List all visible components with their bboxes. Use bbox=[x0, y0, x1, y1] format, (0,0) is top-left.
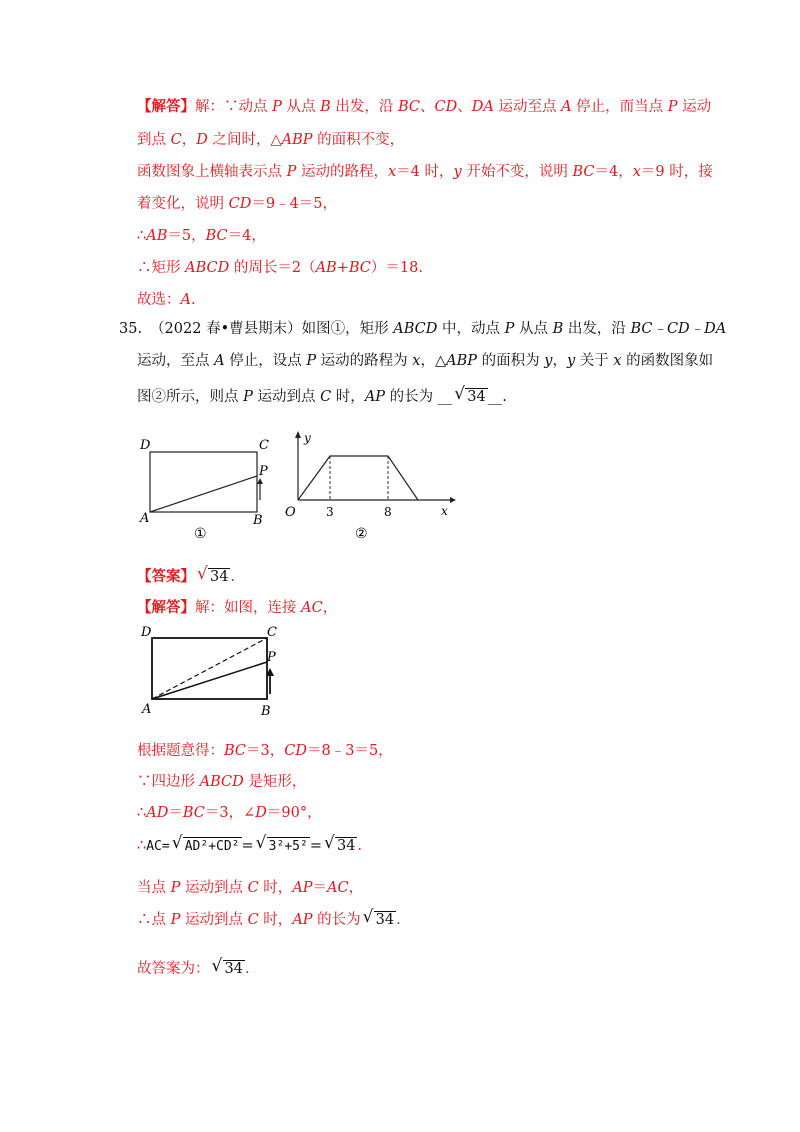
var: y bbox=[453, 164, 462, 180]
answer-blank: __ bbox=[437, 389, 453, 405]
text: 的面积为 bbox=[477, 353, 545, 369]
text: 、 bbox=[457, 99, 472, 115]
var: P bbox=[170, 912, 181, 928]
var: CD bbox=[434, 99, 458, 115]
question-number: 35. bbox=[119, 321, 143, 337]
y-axis-arrow-icon bbox=[295, 431, 301, 438]
var: BC﹣CD﹣DA bbox=[630, 321, 727, 337]
var: AC bbox=[327, 880, 349, 896]
sqrt-value: 34 bbox=[375, 912, 395, 928]
text: 出发，沿 bbox=[330, 99, 398, 115]
var: CD bbox=[284, 743, 307, 759]
solution-line-7 bbox=[137, 907, 401, 930]
text: ）＝18. bbox=[370, 260, 423, 276]
text: = bbox=[309, 838, 322, 854]
prev-solution-line-2 bbox=[137, 130, 404, 150]
label-b: B bbox=[261, 704, 271, 719]
text: ， bbox=[552, 353, 567, 369]
question-35-line-1 bbox=[119, 319, 726, 339]
text: 是矩形， bbox=[243, 774, 307, 790]
text: 出发，沿 bbox=[563, 321, 631, 337]
var: C bbox=[247, 912, 259, 928]
text: 的长为 bbox=[385, 389, 438, 405]
var: BC bbox=[397, 99, 420, 115]
figure-1-caption: ① bbox=[194, 526, 207, 542]
text: 中，动点 bbox=[437, 321, 505, 337]
text: . bbox=[357, 838, 363, 854]
figure-1-rectangle bbox=[138, 432, 278, 544]
solution-line-6 bbox=[137, 878, 363, 898]
text: 开始不变，说明 bbox=[461, 164, 573, 180]
text: ， bbox=[181, 132, 197, 148]
text: . bbox=[396, 912, 401, 928]
text: . bbox=[190, 292, 196, 308]
answer-line bbox=[137, 564, 236, 587]
tick-label-8: 8 bbox=[384, 505, 392, 519]
var: P bbox=[286, 164, 297, 180]
var: P bbox=[504, 321, 515, 337]
text: 时， bbox=[258, 880, 293, 896]
sqrt-value: AD²+CD² bbox=[184, 839, 240, 854]
text: ＝9﹣4＝5， bbox=[251, 196, 338, 212]
answer-label: 【答案】 bbox=[137, 568, 195, 585]
var: AB bbox=[146, 228, 168, 244]
text: ， bbox=[348, 880, 364, 896]
answer-blank: __ bbox=[487, 389, 503, 405]
var: BC bbox=[182, 805, 205, 821]
text: 从点 bbox=[281, 99, 321, 115]
var: A bbox=[214, 353, 225, 369]
var: D bbox=[255, 805, 267, 821]
text: 时， bbox=[331, 389, 365, 405]
label-b: B bbox=[253, 513, 263, 528]
label-p: P bbox=[267, 650, 276, 665]
var: x bbox=[387, 164, 397, 180]
solution-line-2 bbox=[137, 741, 393, 761]
text: 停止，而当点 bbox=[571, 99, 668, 115]
question-35-line-2 bbox=[137, 351, 713, 371]
prev-solution-line-4 bbox=[137, 194, 337, 214]
text: 运动 bbox=[677, 99, 712, 115]
var: x bbox=[613, 353, 622, 369]
text: ＝90°， bbox=[266, 805, 322, 821]
var: ABCD bbox=[393, 321, 438, 337]
var: AP bbox=[292, 880, 313, 896]
x-axis-arrow-icon bbox=[450, 497, 456, 503]
sqrt-value: 34 bbox=[224, 961, 243, 977]
text: ＝4， bbox=[227, 228, 266, 244]
sqrt-expr: √ 3²+5² bbox=[255, 833, 308, 854]
text: ∴点 bbox=[137, 912, 171, 928]
text: 、 bbox=[420, 99, 435, 115]
segment-ap bbox=[150, 476, 257, 512]
var: P bbox=[306, 353, 317, 369]
var: BC bbox=[224, 743, 247, 759]
var: P bbox=[243, 389, 253, 405]
prev-solution-line-3 bbox=[137, 162, 713, 182]
text: 运动到点 bbox=[180, 912, 248, 928]
var: y bbox=[544, 353, 553, 369]
text: 着变化，说明 bbox=[137, 196, 229, 212]
sqrt-expr: √ AD²+CD² bbox=[171, 833, 240, 854]
origin-label: O bbox=[285, 505, 296, 520]
tick-label-3: 3 bbox=[326, 505, 334, 519]
solution-line-8 bbox=[137, 956, 250, 979]
text: ＝ bbox=[168, 805, 183, 821]
var: y bbox=[566, 353, 576, 369]
var: C bbox=[320, 389, 332, 405]
var: ABCD bbox=[199, 774, 244, 790]
text: 当点 bbox=[137, 880, 171, 896]
text: （2022 春•曹县期末）如图①，矩形 bbox=[150, 321, 394, 337]
text: ，△ bbox=[420, 353, 447, 369]
var: A bbox=[561, 99, 572, 115]
text: 故选： bbox=[137, 292, 181, 308]
text: ∴矩形 bbox=[137, 260, 186, 276]
text: 时， bbox=[258, 912, 293, 928]
var: BC bbox=[572, 164, 595, 180]
x-axis-label: x bbox=[441, 504, 448, 518]
sqrt-value: 34 bbox=[336, 838, 356, 854]
text: 之间时，△ bbox=[207, 132, 282, 148]
text: 的面积不变， bbox=[312, 132, 405, 148]
var: DA bbox=[471, 99, 494, 115]
prev-solution-line-6 bbox=[137, 258, 423, 278]
text: 运动到点 bbox=[252, 389, 321, 405]
text: 运动的路程为 bbox=[316, 353, 413, 369]
var: AC bbox=[301, 600, 323, 616]
prev-solution-line-1 bbox=[137, 97, 711, 117]
sqrt-value: 34 bbox=[467, 389, 486, 405]
solution-label: 【解答】 bbox=[137, 98, 195, 115]
text: ＝9 时，接 bbox=[640, 164, 713, 180]
sqrt-answer: √ 34 bbox=[211, 956, 243, 977]
text: ＝4 时， bbox=[396, 164, 454, 180]
var: C bbox=[247, 880, 259, 896]
text: 运动到点 bbox=[180, 880, 248, 896]
text: ＝ bbox=[312, 880, 328, 896]
label-c: C bbox=[259, 438, 269, 453]
text: ， bbox=[322, 600, 338, 616]
var: A bbox=[180, 292, 191, 308]
sqrt-expr: √ 34 bbox=[323, 833, 356, 854]
var: AP bbox=[364, 389, 386, 405]
text: . bbox=[230, 569, 236, 585]
text: 的长为 bbox=[312, 912, 361, 928]
text: 函数图象上横轴表示点 bbox=[137, 164, 287, 180]
text: . bbox=[502, 389, 507, 405]
sqrt-value: 3²+5² bbox=[268, 839, 308, 854]
text: 解：如图，连接 bbox=[195, 600, 302, 616]
var: AP bbox=[292, 912, 313, 928]
var: x bbox=[632, 164, 641, 180]
label-p: P bbox=[259, 464, 268, 479]
text: ＝4， bbox=[594, 164, 633, 180]
text: ∴ bbox=[137, 805, 147, 821]
prev-solution-line-5 bbox=[137, 226, 266, 246]
text: ＝8﹣3＝5， bbox=[307, 743, 393, 759]
y-axis-label: y bbox=[304, 431, 311, 445]
text: 解：∵动点 bbox=[195, 99, 273, 115]
text: 停止，设点 bbox=[224, 353, 307, 369]
sqrt-answer: √ 34 bbox=[197, 564, 229, 585]
sqrt-value: 34 bbox=[210, 569, 229, 585]
label-d: D bbox=[141, 625, 152, 640]
text: ∴ bbox=[137, 838, 147, 854]
dashed-segment-ac bbox=[152, 638, 267, 699]
var: B bbox=[552, 321, 564, 337]
text: 运动，至点 bbox=[137, 353, 215, 369]
text: 运动至点 bbox=[493, 99, 562, 115]
var: AB+BC bbox=[315, 260, 371, 276]
var: C bbox=[170, 132, 182, 148]
sqrt-answer: √ 34 bbox=[454, 384, 486, 405]
label-a: A bbox=[142, 702, 152, 717]
figure-2-graph bbox=[278, 426, 458, 546]
text: ∴ bbox=[137, 228, 147, 244]
var: ABCD bbox=[185, 260, 230, 276]
sqrt-answer: √ 34 bbox=[362, 907, 395, 928]
function-curve bbox=[298, 456, 418, 500]
text: 到点 bbox=[137, 132, 171, 148]
text: ＝3，∠ bbox=[204, 805, 256, 821]
var: P bbox=[272, 99, 282, 115]
text: 关于 bbox=[575, 353, 614, 369]
text: 从点 bbox=[514, 321, 553, 337]
text: 故答案为： bbox=[137, 961, 210, 977]
text: 运动的路程， bbox=[296, 164, 388, 180]
label-c: C bbox=[267, 625, 277, 640]
var: ABP bbox=[281, 132, 313, 148]
var: AD bbox=[146, 805, 169, 821]
text: ＝5， bbox=[167, 228, 206, 244]
figure-3-rectangle bbox=[136, 620, 286, 720]
var: D bbox=[196, 132, 208, 148]
var: P bbox=[170, 880, 181, 896]
text: ＝3， bbox=[246, 743, 285, 759]
var: B bbox=[320, 99, 331, 115]
var: ABP bbox=[446, 353, 478, 369]
var: CD bbox=[228, 196, 252, 212]
text: 图②所示，则点 bbox=[137, 389, 244, 405]
prev-solution-line-7 bbox=[137, 290, 196, 310]
solution-line-4 bbox=[137, 803, 322, 823]
solution-label: 【解答】 bbox=[137, 599, 195, 616]
question-35-line-3 bbox=[137, 384, 507, 407]
text: . bbox=[244, 961, 250, 977]
var: x bbox=[412, 353, 421, 369]
text: ∵四边形 bbox=[137, 774, 200, 790]
text: 的周长＝2（ bbox=[229, 260, 316, 276]
text: 的函数图象如 bbox=[621, 353, 714, 369]
segment-ap bbox=[152, 662, 267, 699]
solution-line-1 bbox=[137, 598, 337, 618]
label-d: D bbox=[140, 438, 151, 453]
label-a: A bbox=[140, 511, 150, 526]
text: = bbox=[241, 838, 254, 854]
figure-2-caption: ② bbox=[355, 526, 368, 542]
formula-text: AC= bbox=[146, 839, 170, 854]
solution-line-3 bbox=[137, 772, 306, 792]
var: BC bbox=[205, 228, 228, 244]
text: 根据题意得： bbox=[137, 743, 224, 759]
var: P bbox=[667, 99, 678, 115]
solution-line-5-formula bbox=[137, 833, 363, 857]
